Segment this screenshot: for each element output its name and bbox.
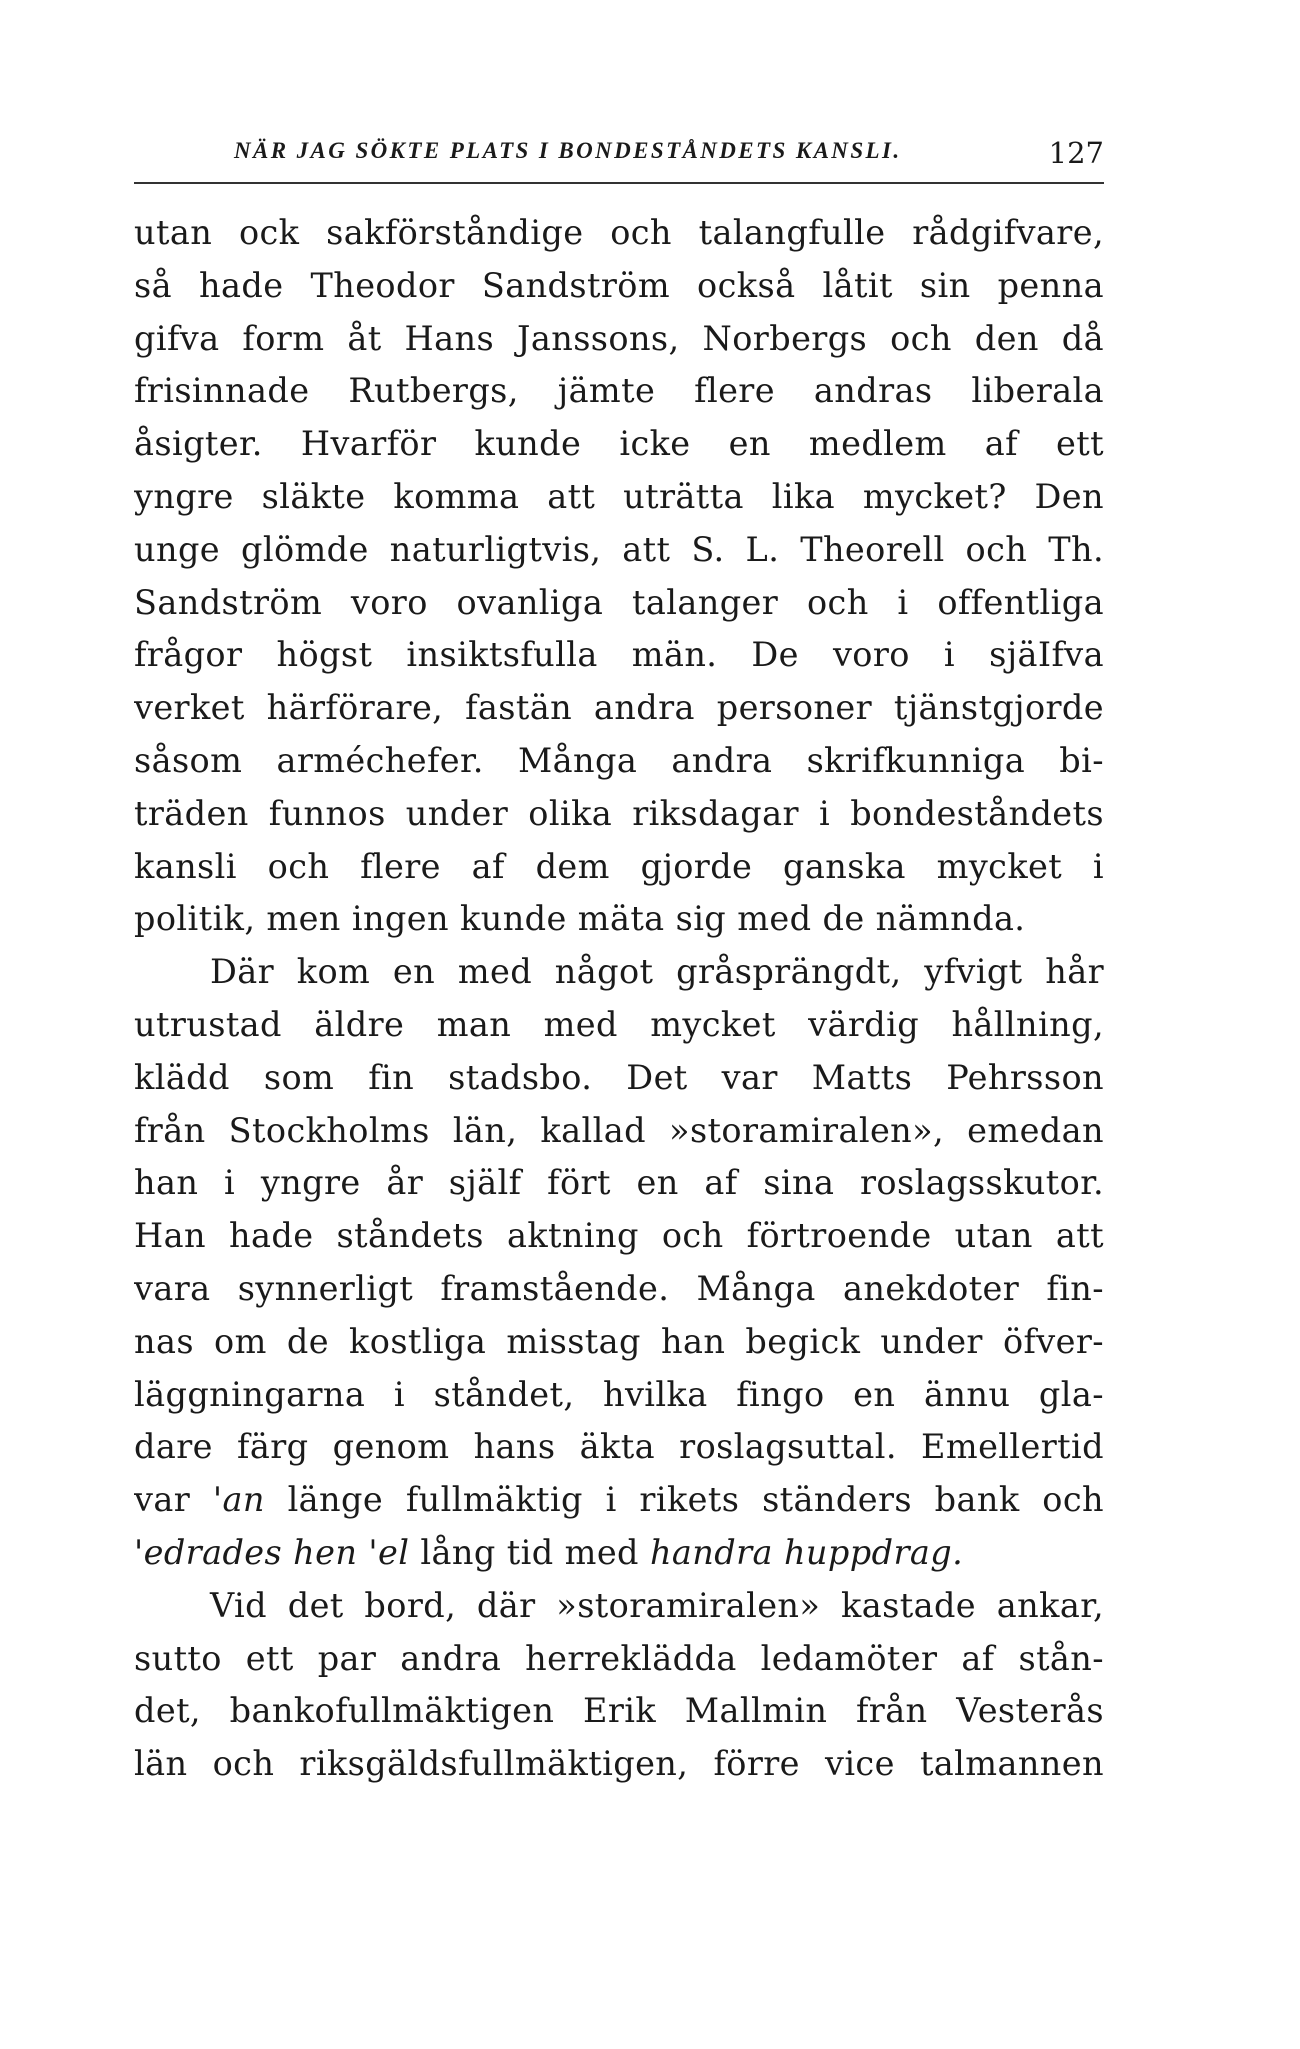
text-line: län och riksgäldsfullmäktigen, förre vice talmannen bbox=[134, 1744, 1104, 1784]
text-line: Vid det bord, där »storamiralen» kastade ankar, bbox=[210, 1585, 1104, 1625]
text-line: Han hade ståndets aktning och förtroende utan att bbox=[134, 1216, 1104, 1256]
text-line: från Stockholms län, kallad »storamiralen», emedan bbox=[134, 1110, 1104, 1150]
text-line: yngre släkte komma att uträtta lika mycket? Den bbox=[134, 476, 1104, 516]
text-line: dare färg genom hans äkta roslagsuttal. Emellertid bbox=[134, 1427, 1104, 1467]
text-line: sutto ett par andra herreklädda ledamöter af stån- bbox=[134, 1638, 1104, 1678]
text-line: träden funnos under olika riksdagar i bondeståndets bbox=[134, 793, 1104, 833]
text-line: politik, men ingen kunde mäta sig med de nämnda. bbox=[134, 899, 1026, 939]
text-line: nas om de kostliga misstag han begick under öfver- bbox=[134, 1321, 1104, 1361]
header-rule bbox=[134, 182, 1104, 184]
text-line: unge glömde naturligtvis, att S. L. Theorell och Th. bbox=[134, 529, 1104, 569]
text-line-mixed bbox=[134, 1527, 1104, 1580]
text-line: Sandström voro ovanliga talanger och i offentliga bbox=[134, 582, 1104, 622]
text-line: frisinnade Rutbergs, jämte flere andras liberala bbox=[134, 371, 1104, 411]
text-line: vara synnerligt framstående. Många anekdoter fin- bbox=[134, 1268, 1104, 1308]
text-line: verket härförare, fastän andra personer tjänstgjorde bbox=[134, 688, 1104, 728]
text-line: det, bankofullmäktigen Erik Mallmin från Vesterås bbox=[134, 1691, 1104, 1731]
text-fragment: länge fullmäktig i rikets ständers bank och bbox=[287, 1480, 1104, 1520]
page-number: 127 bbox=[1048, 136, 1104, 170]
text-fragment: lång tid med bbox=[420, 1532, 639, 1572]
text-line: frågor högst insiktsfulla män. De voro i sjäIfva bbox=[134, 635, 1104, 675]
text-line: så hade Theodor Sandström också låtit sin penna bbox=[134, 265, 1104, 305]
text-line: Där kom en med något gråsprängdt, yfvigt hår bbox=[210, 952, 1104, 992]
text-line: åsigter. Hvarför kunde icke en medlem af ett bbox=[134, 424, 1104, 464]
text-line: utan ock sakförståndige och talangfulle rådgifvare, bbox=[134, 213, 1104, 252]
running-head bbox=[134, 134, 1104, 184]
text-line: såsom arméchefer. Många andra skrifkunniga bi- bbox=[134, 740, 1104, 780]
text-line: klädd som fin stadsbo. Det var Matts Pehrsson bbox=[134, 1057, 1104, 1097]
running-title: NÄR JAG SÖKTE PLATS I BONDESTÅNDETS KANSLI. bbox=[234, 138, 902, 163]
body-text bbox=[134, 207, 1104, 1791]
italic-fragment: 'edrades hen 'el bbox=[134, 1532, 410, 1572]
text-line: han i yngre år själf fört en af sina roslagsskutor. bbox=[134, 1163, 1104, 1203]
text-line: gifva form åt Hans Janssons, Norbergs och den då bbox=[134, 318, 1104, 358]
text-line-mixed bbox=[134, 1474, 1104, 1527]
text-line: läggningarna i ståndet, hvilka fingo en ännu gla- bbox=[134, 1374, 1104, 1414]
text-line: utrustad äldre man med mycket värdig hållning, bbox=[134, 1004, 1104, 1044]
italic-fragment: handra huppdrag. bbox=[649, 1532, 964, 1572]
italic-fragment: 'an bbox=[212, 1480, 265, 1520]
text-line: kansli och flere af dem gjorde ganska mycket i bbox=[134, 846, 1104, 886]
text-fragment: var bbox=[134, 1480, 191, 1520]
